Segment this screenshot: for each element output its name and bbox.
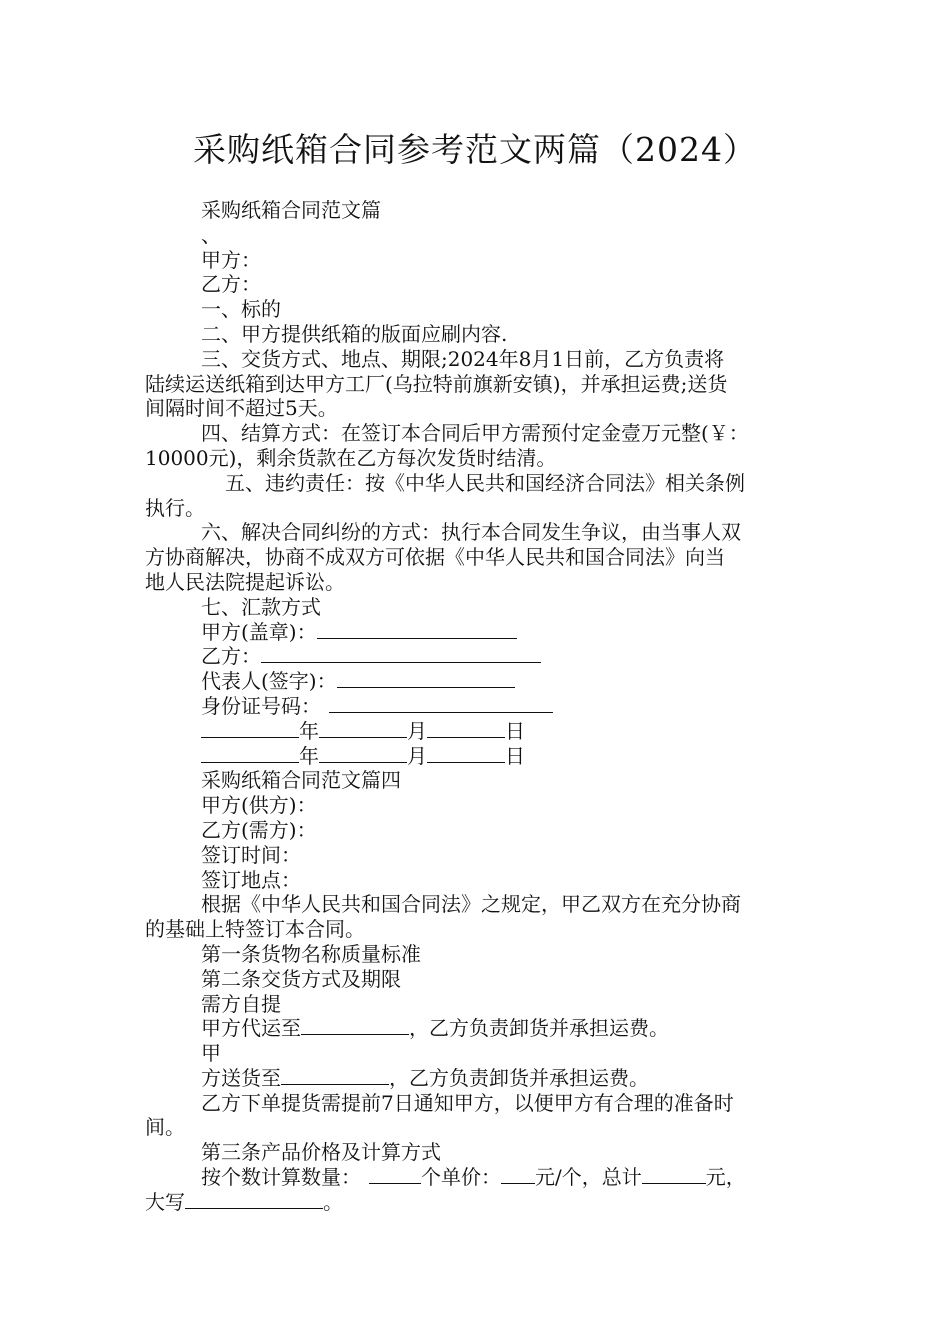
clause-3-line-3: 间隔时间不超过5天。 xyxy=(145,396,338,421)
clause-5-line-1: 五、违约责任：按《中华人民共和国经济合同法》相关条例 xyxy=(225,470,745,495)
buyer-label: 乙方(需方)： xyxy=(201,817,317,842)
ship-suffix: ，乙方负责卸货并承担运费。 xyxy=(409,1016,669,1041)
ship-prefix: 甲方代运至 xyxy=(201,1016,301,1041)
deliver-row xyxy=(145,1066,807,1091)
article-2: 第二条交货方式及期限 xyxy=(201,966,401,991)
calc-yuan-label: 元， xyxy=(705,1165,746,1190)
article-1: 第一条货物名称质量标准 xyxy=(201,941,421,966)
representative-blank xyxy=(337,669,515,688)
representative-label: 代表人(签字)： xyxy=(201,669,337,694)
representative-row xyxy=(145,669,807,694)
date-1-year-blank xyxy=(201,719,299,738)
supplier-label: 甲方(供方)： xyxy=(201,793,317,818)
date-1-month-label: 月 xyxy=(407,718,427,743)
daxie-row xyxy=(145,1190,807,1215)
document-title: 采购纸箱合同参考范文两篇（2024） xyxy=(193,130,757,169)
ship-destination-blank xyxy=(301,1016,409,1035)
id-number-label: 身份证号码： xyxy=(201,693,321,718)
date-1-year-label: 年 xyxy=(299,718,319,743)
date-2-year-blank xyxy=(201,744,299,763)
jia-char: 甲 xyxy=(201,1041,221,1066)
deliver-destination-blank xyxy=(281,1066,389,1085)
date-2-day-label: 日 xyxy=(505,743,525,768)
id-number-blank xyxy=(329,694,553,713)
sign-party-b-row xyxy=(145,644,807,669)
calc-total-label: 元/个，总计 xyxy=(535,1165,642,1190)
sign-party-a-row xyxy=(145,620,807,645)
self-pickup: 需方自提 xyxy=(201,991,281,1016)
sign-party-b-label: 乙方： xyxy=(201,644,261,669)
clause-6-line-2: 方协商解决，协商不成双方可依据《中华人民共和国合同法》向当 xyxy=(145,545,725,570)
calc-quantity-blank xyxy=(369,1165,421,1184)
calc-total-blank xyxy=(642,1165,706,1184)
notice-line-1: 乙方下单提货需提前7日通知甲方，以便甲方有合理的准备时 xyxy=(201,1090,734,1115)
clause-3-line-2: 陆续运送纸箱到达甲方工厂(乌拉特前旗新安镇)，并承担运费;送货 xyxy=(145,371,728,396)
sign-party-a-blank xyxy=(317,620,517,639)
calc-quantity-label: 按个数计算数量： xyxy=(201,1165,361,1190)
intro-line-1: 根据《中华人民共和国合同法》之规定，甲乙双方在充分协商 xyxy=(201,892,741,917)
clause-4-line-2: 10000元)，剩余货款在乙方每次发货时结清。 xyxy=(145,445,557,470)
clause-2: 二、甲方提供纸箱的版面应刷内容. xyxy=(201,321,508,346)
deliver-suffix: ，乙方负责卸货并承担运费。 xyxy=(389,1065,649,1090)
intro-line-2: 的基础上特签订本合同。 xyxy=(145,917,365,942)
clause-1: 一、标的 xyxy=(201,297,281,322)
daxie-blank xyxy=(185,1190,323,1209)
date-row-2 xyxy=(145,744,807,769)
sign-party-b-blank xyxy=(261,644,541,663)
id-number-row xyxy=(145,694,807,719)
section1-heading: 采购纸箱合同范文篇 xyxy=(201,198,381,222)
party-b-label: 乙方： xyxy=(201,272,261,297)
clause-7: 七、汇款方式 xyxy=(201,594,321,619)
date-1-day-label: 日 xyxy=(505,718,525,743)
ship-row xyxy=(145,1016,807,1041)
notice-line-2: 间。 xyxy=(145,1115,185,1140)
calc-row xyxy=(145,1165,807,1190)
clause-6-line-3: 地人民法院提起诉讼。 xyxy=(145,569,345,594)
sign-place-label: 签订地点： xyxy=(201,867,301,892)
section1-mark: 、 xyxy=(201,222,221,247)
date-2-month-blank xyxy=(319,744,407,763)
sign-party-a-label: 甲方(盖章)： xyxy=(201,619,317,644)
clause-4-line-1: 四、结算方式：在签订本合同后甲方需预付定金壹万元整(￥： xyxy=(201,421,749,446)
section2-heading: 采购纸箱合同范文篇四 xyxy=(201,768,401,793)
date-2-day-blank xyxy=(427,744,505,763)
date-row-1 xyxy=(145,719,807,744)
deliver-prefix: 方送货至 xyxy=(201,1065,281,1090)
sign-time-label: 签订时间： xyxy=(201,842,301,867)
date-1-day-blank xyxy=(427,719,505,738)
daxie-label: 大写 xyxy=(145,1189,185,1214)
clause-3-line-1: 三、交货方式、地点、期限;2024年8月1日前，乙方负责将 xyxy=(201,346,725,371)
daxie-period: 。 xyxy=(323,1189,343,1214)
party-a-label: 甲方： xyxy=(201,247,261,272)
article-3: 第三条产品价格及计算方式 xyxy=(201,1140,441,1165)
date-2-month-label: 月 xyxy=(407,743,427,768)
calc-unit-price-blank xyxy=(501,1165,535,1184)
document-body xyxy=(145,198,807,1215)
date-2-year-label: 年 xyxy=(299,743,319,768)
clause-6-line-1: 六、解决合同纠纷的方式：执行本合同发生争议，由当事人双 xyxy=(201,520,741,545)
clause-5-line-2: 执行。 xyxy=(145,495,205,520)
calc-unit-price-label: 个单价： xyxy=(421,1165,501,1190)
date-1-month-blank xyxy=(319,719,407,738)
